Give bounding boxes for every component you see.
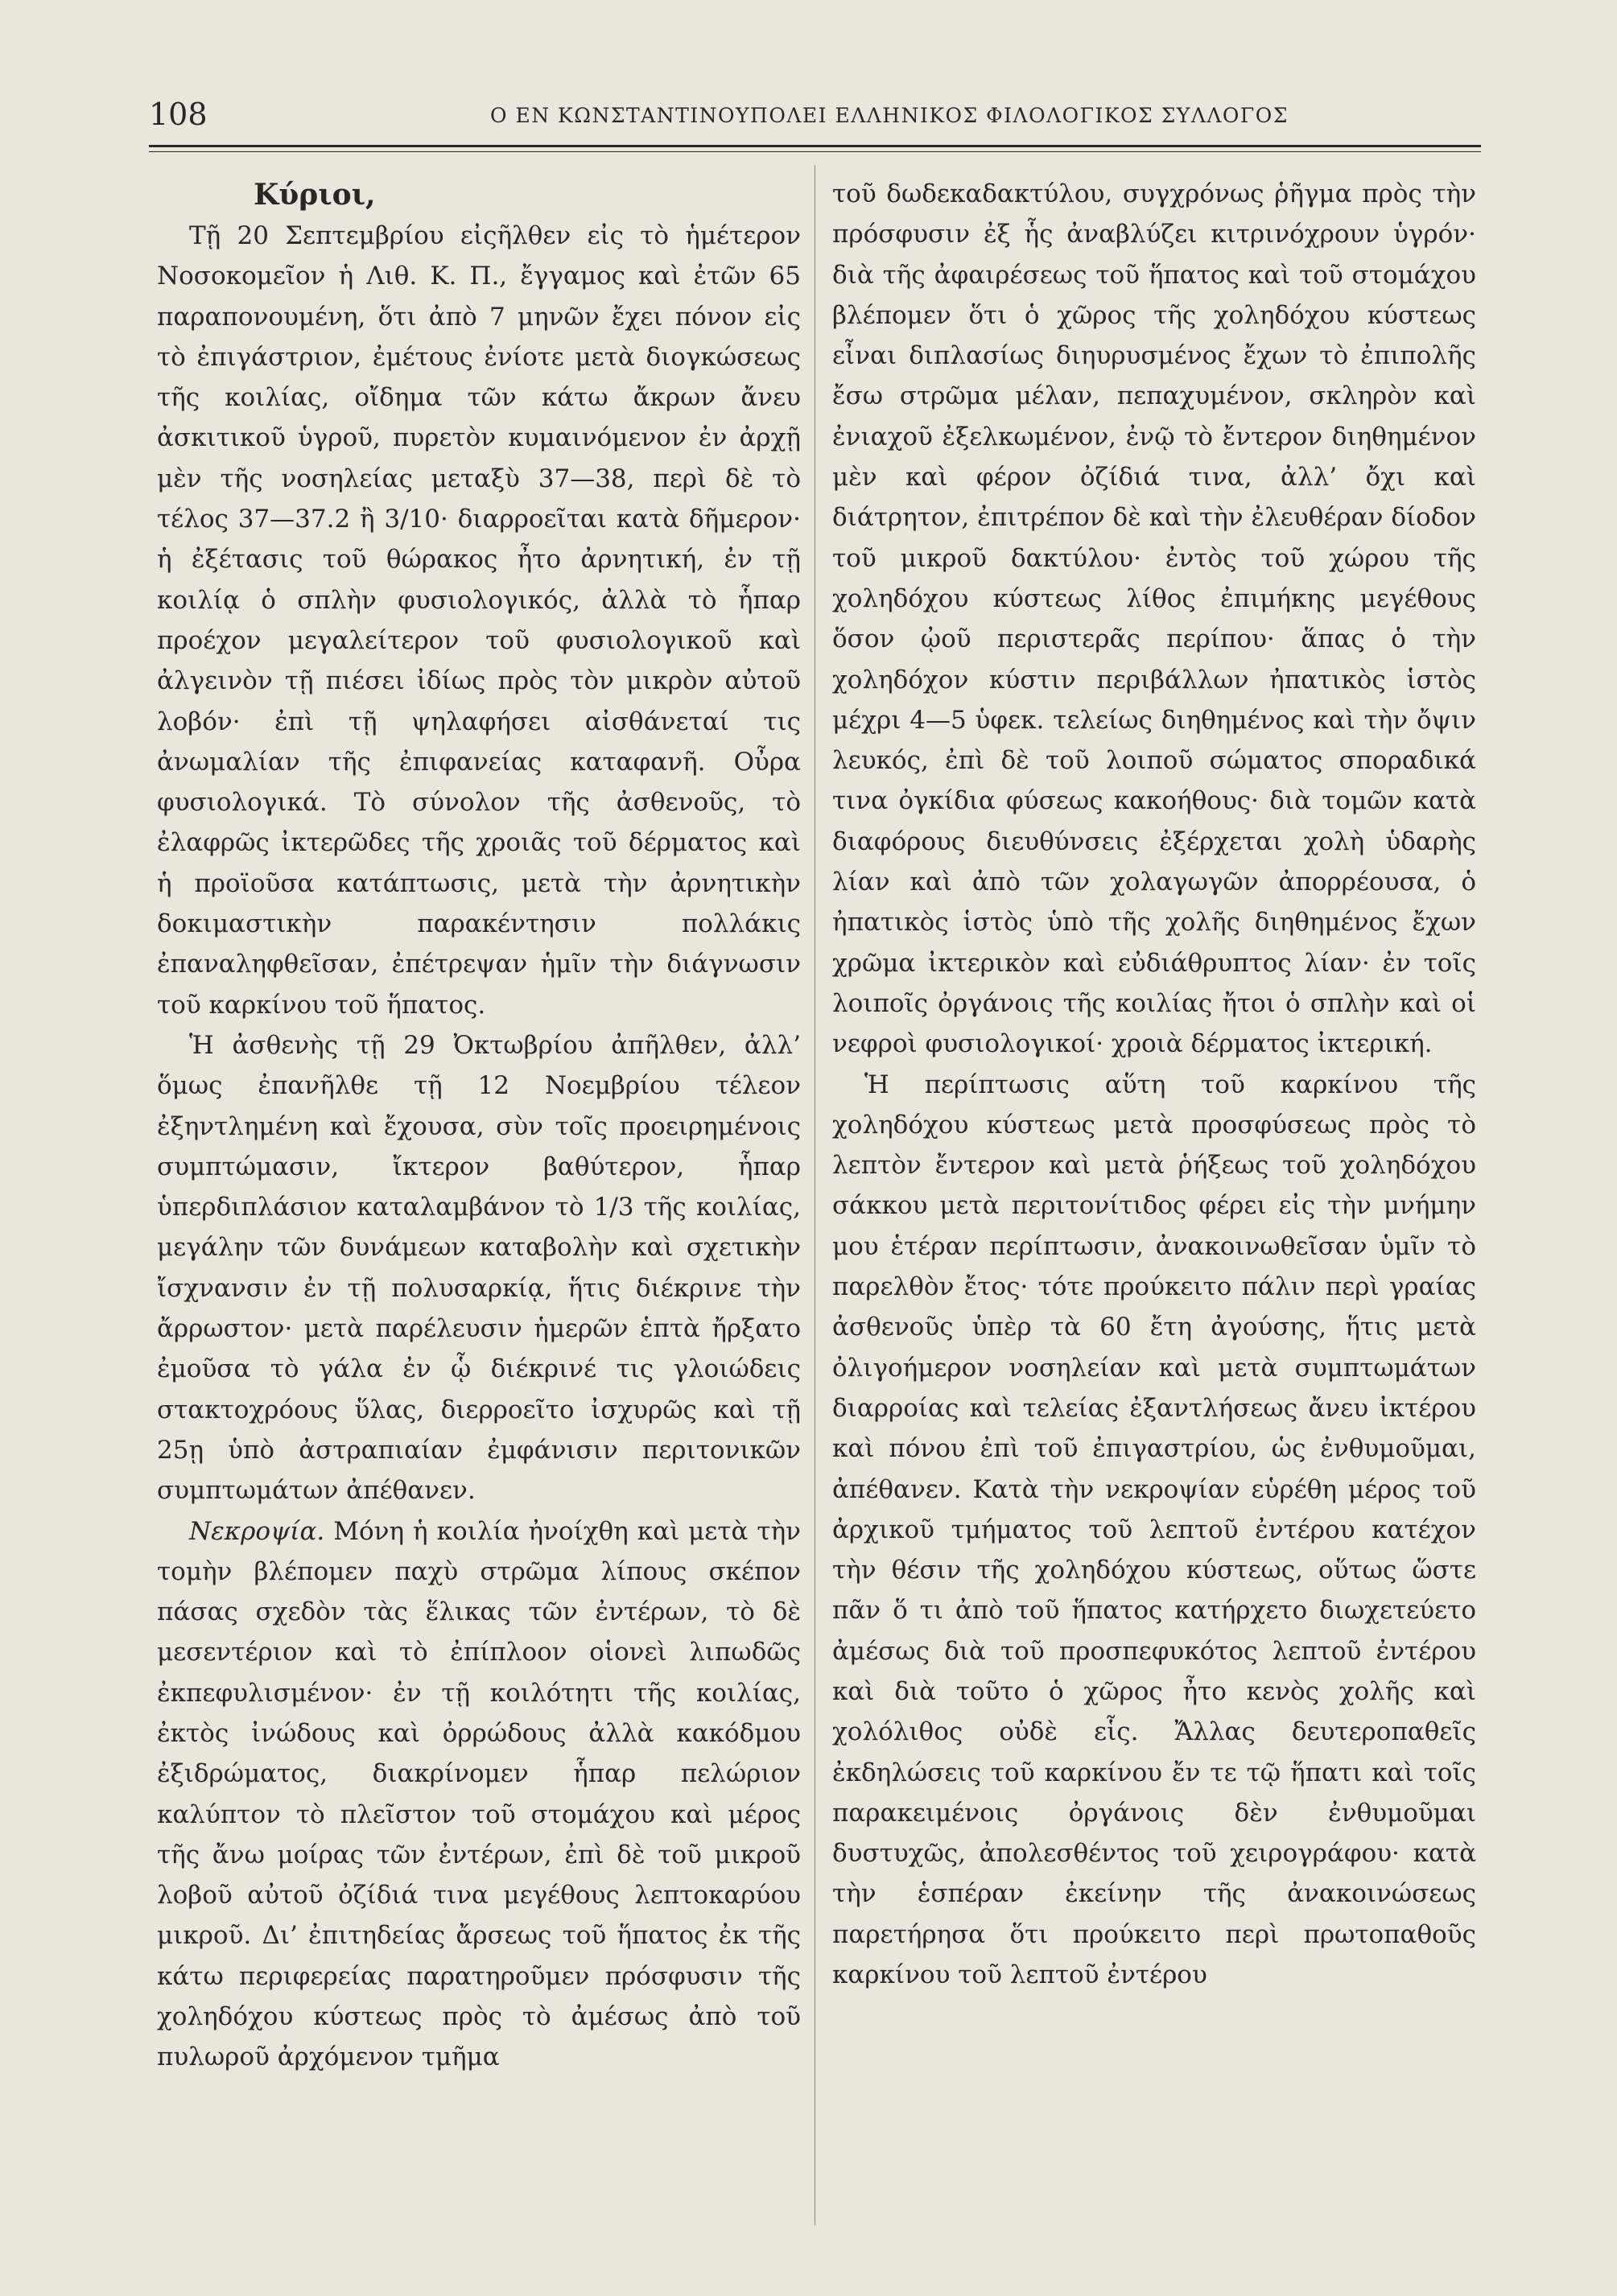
necropsy-heading: Νεκροψία. <box>189 1516 325 1546</box>
header-rule-thick <box>149 145 1481 147</box>
journal-title: Ο ΕΝ ΚΩΝΣΤΑΝΤΙΝΟΥΠΟΛΕΙ ΕΛΛΗΝΙΚΟΣ ΦΙΛΟΛΟΓΙΚΟΣ ΣΥΛΛΟΓΟΣ <box>490 104 1289 127</box>
running-head <box>149 95 1481 134</box>
page-number: 108 <box>149 97 208 132</box>
salutation: Κύριοι, <box>254 178 376 212</box>
necropsy-text: Μόνη ἡ κοιλία ἠνοίχθη καὶ μετὰ τὴν τομὴν βλέπομεν παχὺ στρῶμα λίπους σκέπον πάσας σχεδὸν τὰς ἕλικας τῶν ἐντέρων, τὸ δὲ μεσεντέριον καὶ τὸ ἐπίπλοον οἱονεὶ λιπωδῶς ἐκπεφυλισμένον· ἐν τῇ κοιλότητι τῆς κοιλίας, ἐκτὸς ἰνώδους καὶ ὀρρώδους ἀλλὰ κακόδμου ἐξιδρώματος, διακρίνομεν ἧπαρ πελώριον καλύπτον τὸ πλεῖστον τοῦ στομάχου καὶ μέρος τῆς ἄνω μοίρας τῶν ἐντέρων, ἐπὶ δὲ τοῦ μικροῦ λοβοῦ αὐτοῦ ὀζίδιά τινα μεγέθους λεπτοκαρύου μικροῦ. Δι’ ἐπιτηδείας ἄρσεως τοῦ ἥπατος ἐκ τῆς κάτω περιφερείας παρατηροῦμεν πρόσφυσιν τῆς χοληδόχου κύστεως πρὸς τὸ ἀμέσως ἀπὸ τοῦ πυλωροῦ ἀρχόμενον τμῆμα <box>157 1516 801 2072</box>
header-rule-thin <box>149 151 1481 152</box>
case-progress-paragraph: Ἡ ἀσθενὴς τῇ 29 Ὀκτωβρίου ἀπῆλθεν, ἀλλ’ ὅμως ἐπανῆλθε τῇ 12 Νοεμβρίου τέλεον ἐξηντλημένη καὶ ἔχουσα, σὺν τοῖς προειρημένοις συμπτώμασιν, ἴκτερον βαθύτερον, ἧπαρ ὑπερδιπλάσιον καταλαμβάνον τὸ 1/3 τῆς κοιλίας, μεγάλην τῶν δυνάμεων καταβολὴν καὶ σχετικὴν ἴσχνανσιν ἐν τῇ πολυσαρκίᾳ, ἥτις διέκρινε τὴν ἄρρωστον· μετὰ παρέλευσιν ἡμερῶν ἑπτὰ ἤρξατο ἐμοῦσα τὸ γάλα ἐν ᾧ διέκρινέ τις γλοιώδεις στακτοχρόους ὕλας, διερροεῖτο ἰσχυρῶς καὶ τῇ 25ῃ ὑπὸ ἀστραπιαίαν ἐμφάνισιν περιτονικῶν συμπτωμάτων ἀπέθανεν. <box>157 1030 801 1506</box>
case-description-paragraph: Τῇ 20 Σεπτεμβρίου εἰςῆλθεν εἰς τὸ ἡμέτερον Νοσοκομεῖον ἡ Λιθ. Κ. Π., ἔγγαμος καὶ ἐτῶν 65 παραπονουμένη, ὅτι ἀπὸ 7 μηνῶν ἔχει πόνον εἰς τὸ ἐπιγάστριον, ἐμέτους ἐνίοτε μετὰ διογκώσεως τῆς κοιλίας, οἴδημα τῶν κάτω ἄκρων ἄνευ ἀσκιτικοῦ ὑγροῦ, πυρετὸν κυμαινόμενον ἐν ἀρχῇ μὲν τῆς νοσηλείας μεταξὺ 37—38, περὶ δὲ τὸ τέλος 37—37.2 ἢ 3/10· διαρροεῖται κατὰ δῆμερον· ἡ ἐξέτασις τοῦ θώρακος ἦτο ἀρνητική, ἐν τῇ κοιλίᾳ ὁ σπλὴν φυσιολογικός, ἀλλὰ τὸ ἧπαρ προέχον μεγαλείτερον τοῦ φυσιολογικοῦ καὶ ἀλγεινὸν τῇ πιέσει ἰδίως πρὸς τὸν μικρὸν αὐτοῦ λοβόν· ἐπὶ τῇ ψηλαφήσει αἰσθάνεταί τις ἀνωμαλίαν τῆς ἐπιφανείας καταφανῆ. Οὖρα φυσιολογικά. Τὸ σύνολον τῆς ἀσθενοῦς, τὸ ἐλαφρῶς ἰκτερῶδες τῆς χροιᾶς τοῦ δέρματος καὶ ἡ προϊοῦσα κατάπτωσις, μετὰ τὴν ἀρνητικὴν δοκιμαστικὴν παρακέντησιν πολλάκις ἐπαναληφθεῖσαν, ἐπέτρεψαν ἡμῖν τὴν διάγνωσιν τοῦ καρκίνου τοῦ ἥπατος. <box>157 221 801 1020</box>
left-column <box>157 174 801 2078</box>
right-column <box>832 174 1476 1995</box>
necropsy-continuation-paragraph: τοῦ δωδεκαδακτύλου, συγχρόνως ῥῆγμα πρὸς τὴν πρόσφυσιν ἐξ ἧς ἀναβλύζει κιτρινόχρουν ὑγρόν· διὰ τῆς ἀφαιρέσεως τοῦ ἥπατος καὶ τοῦ στομάχου βλέπομεν ὅτι ὁ χῶρος τῆς χοληδόχου κύστεως εἶναι διπλασίως διηυρυσμένος ἔχων τὸ ἐπιπολῆς ἔσω στρῶμα μέλαν, πεπαχυμένον, σκληρὸν καὶ ἐνιαχοῦ ἐξελκωμένον, ἐνῷ τὸ ἔντερον διηθημένον μὲν καὶ φέρον ὀζίδιά τινα, ἀλλ’ ὄχι καὶ διάτρητον, ἐπιτρέπον δὲ καὶ τὴν ἐλευθέραν δίοδον τοῦ μικροῦ δακτύλου· ἐντὸς τοῦ χώρου τῆς χοληδόχου κύστεως λίθος ἐπιμήκης μεγέθους ὅσον ᾠοῦ περιστερᾶς περίπου· ἅπας ὁ τὴν χοληδόχον κύστιν περιβάλλων ἠπατικὸς ἱστὸς μέχρι 4—5 ὑφεκ. τελείως διηθημένος καὶ τὴν ὄψιν λευκός, ἐπὶ δὲ τοῦ λοιποῦ σώματος σποραδικά τινα ὀγκίδια φύσεως κακοήθους· διὰ τομῶν κατὰ διαφόρους διευθύνσεις ἐξέρχεται χολὴ ὑδαρὴς λίαν καὶ ἀπὸ τῶν χολαγωγῶν ἀπορρέουσα, ὁ ἠπατικὸς ἱστὸς ὑπὸ τῆς χολῆς διηθημένος ἔχων χρῶμα ἰκτερικὸν καὶ εὐδιάθρυπτος λίαν· ἐν τοῖς λοιποῖς ὀργάνοις τῆς κοιλίας ἤτοι ὁ σπλὴν καὶ οἱ νεφροὶ φυσιολογικοί· χροιὰ δέρματος ἰκτερική. <box>832 179 1476 1059</box>
discussion-paragraph: Ἡ περίπτωσις αὕτη τοῦ καρκίνου τῆς χοληδόχου κύστεως μετὰ προσφύσεως πρὸς τὸ λεπτὸν ἔντερον καὶ μετὰ ῥήξεως τοῦ χοληδόχου σάκκου μετὰ περιτονίτιδος φέρει εἰς τὴν μνήμην μου ἑτέραν περίπτωσιν, ἀνακοινωθεῖσαν ὑμῖν τὸ παρελθὸν ἔτος· τότε προύκειτο πάλιν περὶ γραίας ἀσθενοῦς ὑπὲρ τὰ 60 ἔτη ἀγούσης, ἥτις μετὰ ὀλιγοήμερον νοσηλείαν καὶ μετὰ συμπτωμάτων διαρροίας καὶ τελείας ἐξαντλήσεως ἄνευ ἰκτέρου καὶ πόνου ἐπὶ τοῦ ἐπιγαστρίου, ὡς ἐνθυμοῦμαι, ἀπέθανεν. Κατὰ τὴν νεκροψίαν εὑρέθη μέρος τοῦ ἀρχικοῦ τμήματος τοῦ λεπτοῦ ἐντέρου κατέχον τὴν θέσιν τῆς χοληδόχου κύστεως, οὕτως ὥστε πᾶν ὅ τι ἀπὸ τοῦ ἥπατος κατήρχετο διωχετεύετο ἀμέσως διὰ τοῦ προσπεφυκότος λεπτοῦ ἐντέρου καὶ διὰ τοῦτο ὁ χῶρος ἦτο κενὸς χολῆς καὶ χολόλιθος οὐδὲ εἷς. Ἄλλας δευτεροπαθεῖς ἐκδηλώσεις τοῦ καρκίνου ἔν τε τῷ ἥπατι καὶ τοῖς παρακειμένοις ὀργάνοις δὲν ἐνθυμοῦμαι δυστυχῶς, ἀπολεσθέντος τοῦ χειρογράφου· κατὰ τὴν ἑσπέραν ἐκείνην τῆς ἀνακοινώσεως παρετήρησα ὅτι προύκειτο περὶ πρωτοπαθοῦς καρκίνου τοῦ λεπτοῦ ἐντέρου <box>832 1070 1476 1990</box>
necropsy-paragraph <box>157 1511 801 2078</box>
